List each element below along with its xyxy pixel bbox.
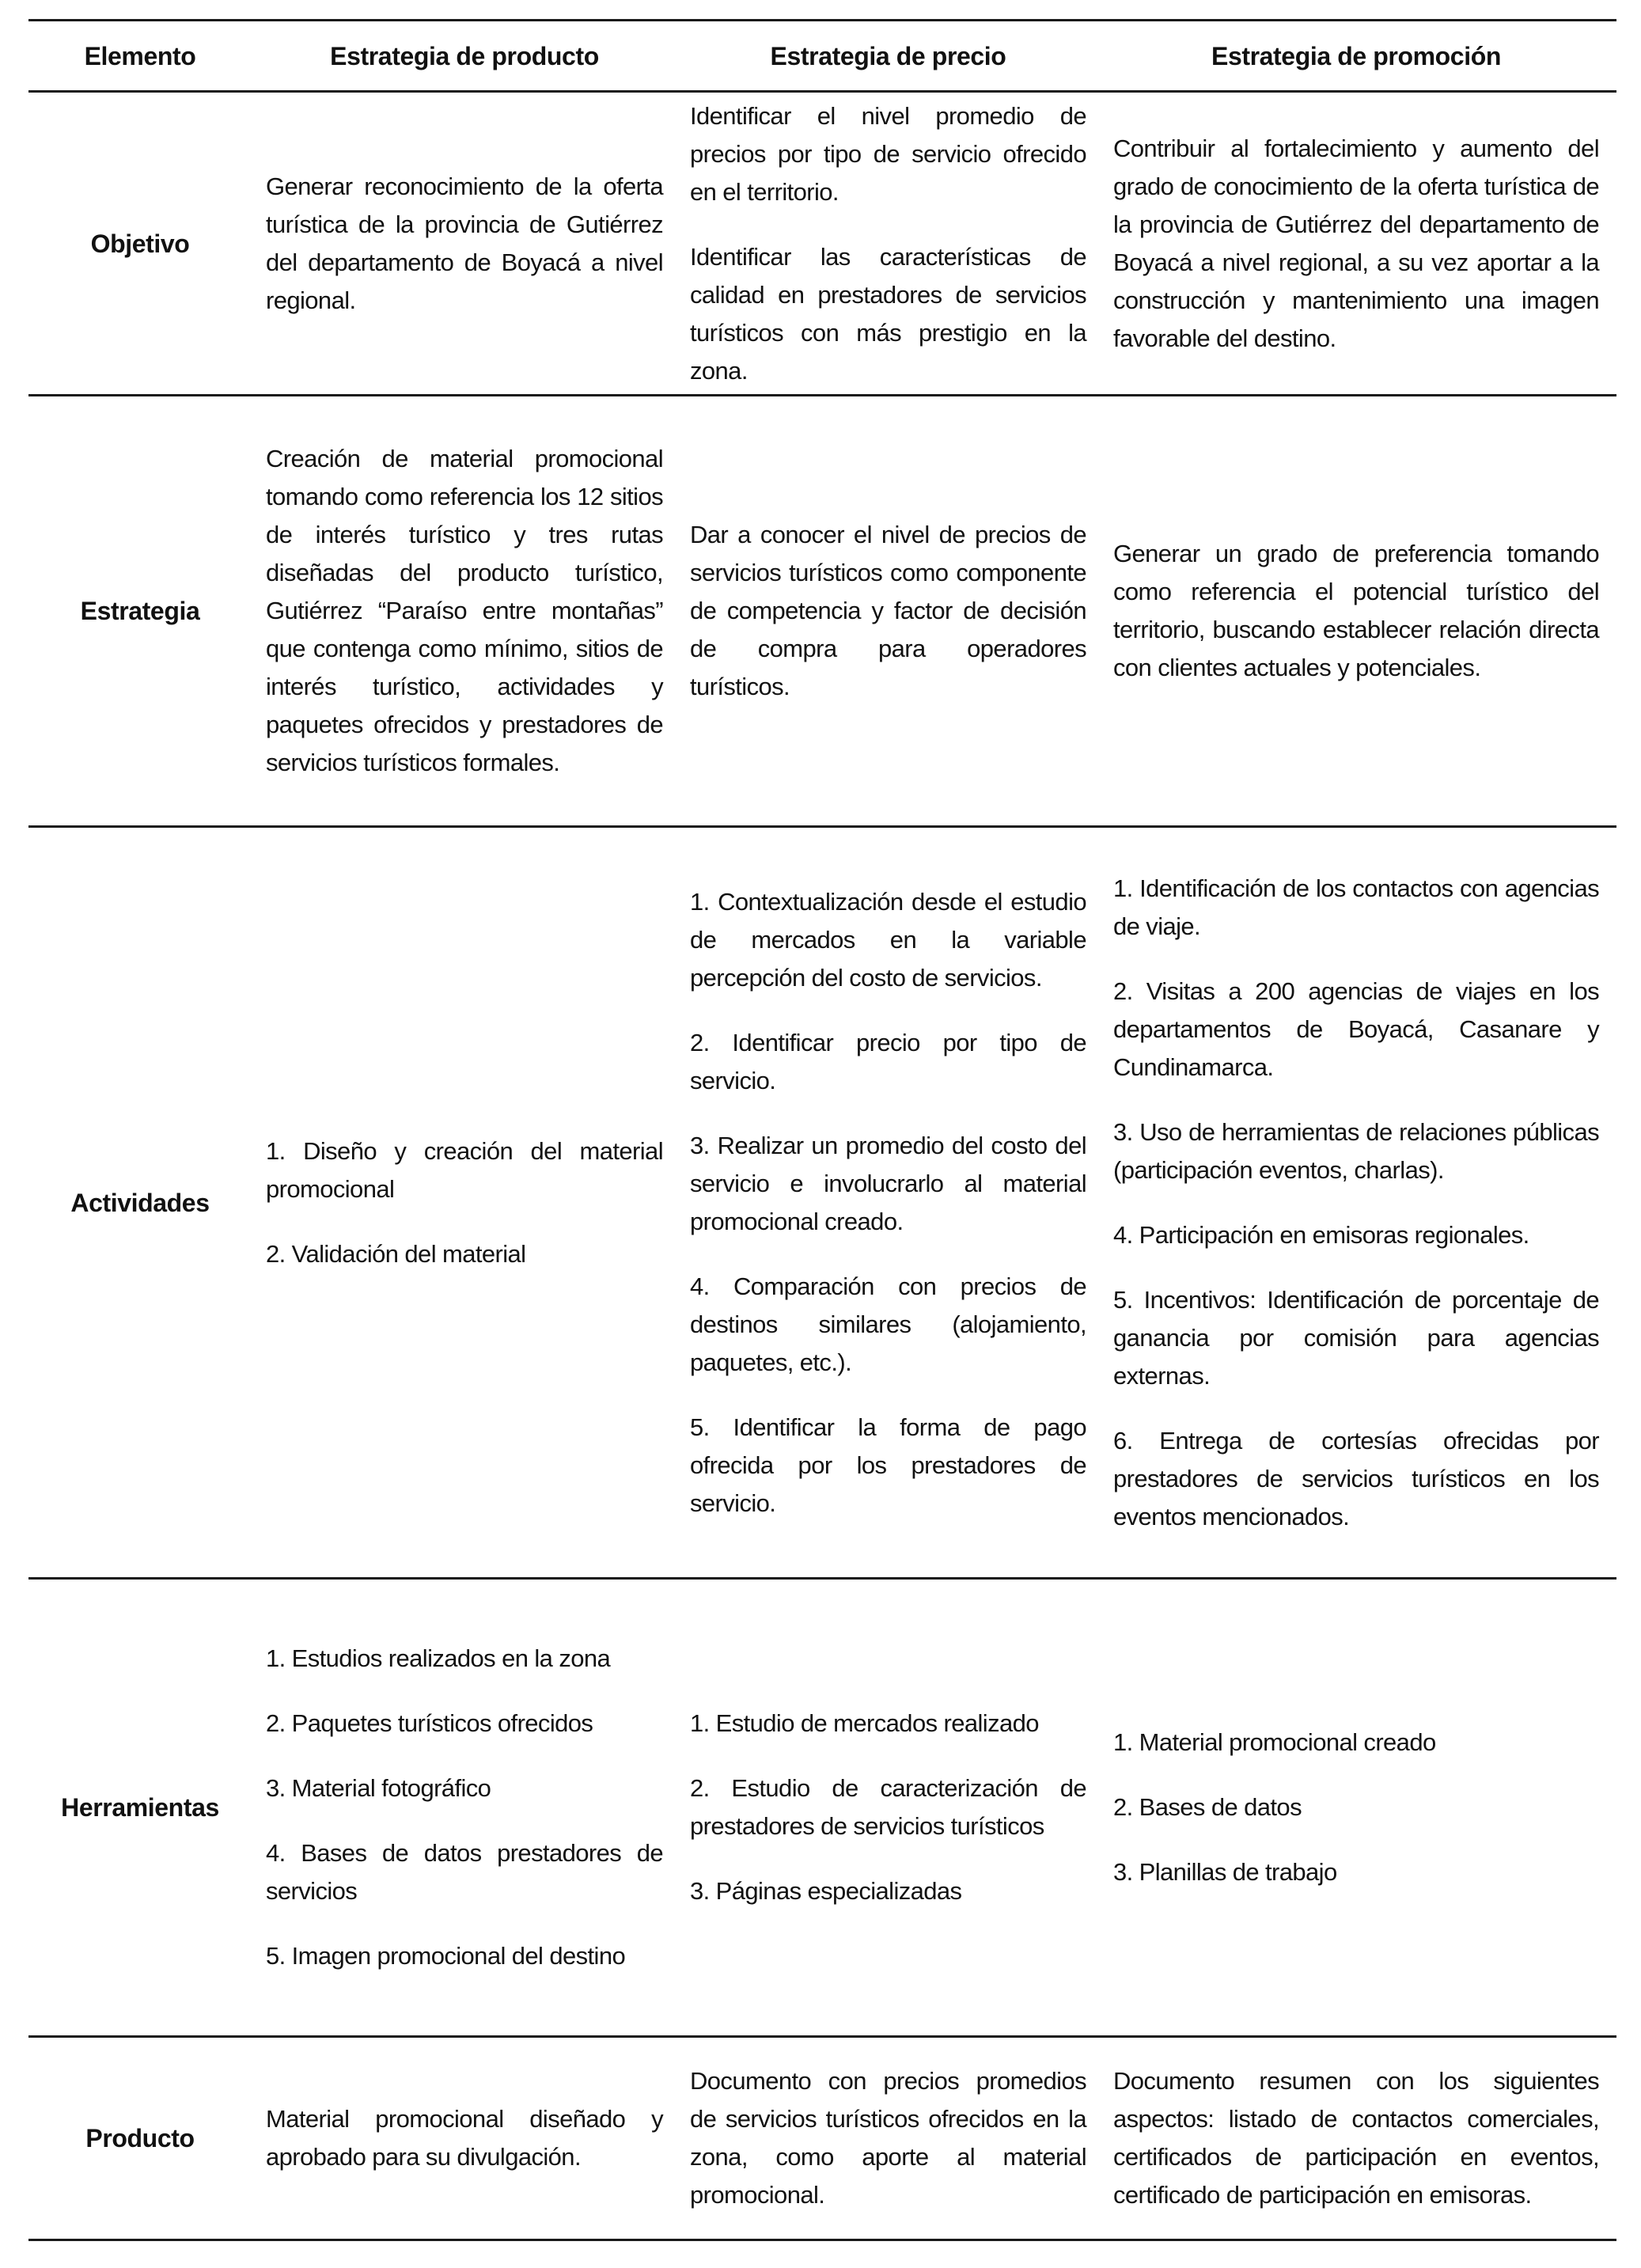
list-item: 2. Identificar precio por tipo de servicio. bbox=[690, 1028, 1086, 1094]
strategy-table bbox=[28, 19, 1616, 2241]
precio-cell bbox=[676, 1580, 1099, 2035]
producto-cell bbox=[252, 828, 676, 1577]
table-row-estrategia bbox=[28, 394, 1616, 825]
producto-cell bbox=[252, 93, 676, 394]
row-label: Actividades bbox=[70, 1188, 210, 1217]
row-label-cell bbox=[28, 828, 252, 1577]
row-label: Producto bbox=[85, 2124, 195, 2152]
table-row-actividades bbox=[28, 825, 1616, 1577]
cell-paragraph: Documento con precios promedios de servicios turísticos ofrecidos en la zona, como aporte al material promocional. bbox=[690, 2067, 1086, 2209]
list-item: 2. Paquetes turísticos ofrecidos bbox=[266, 1709, 593, 1737]
header-estrategia-precio: Estrategia de precio bbox=[770, 41, 1006, 70]
list-item: 3. Páginas especializadas bbox=[690, 1877, 962, 1905]
row-label-cell bbox=[28, 1580, 252, 2035]
producto-cell bbox=[252, 396, 676, 825]
list-item: 1. Diseño y creación del material promocional bbox=[266, 1136, 663, 1203]
precio-cell bbox=[676, 828, 1099, 1577]
list-item: 1. Estudios realizados en la zona bbox=[266, 1644, 611, 1672]
promocion-cell bbox=[1099, 828, 1616, 1577]
row-label: Objetivo bbox=[90, 229, 190, 258]
list-item: 2. Validación del material bbox=[266, 1239, 526, 1268]
list-item: 2. Bases de datos bbox=[1113, 1793, 1302, 1821]
row-label-cell bbox=[28, 396, 252, 825]
cell-paragraph: Dar a conocer el nivel de precios de servicios turísticos como componente de competencia y factor de decisión de compra para operadores turísticos. bbox=[690, 521, 1086, 700]
header-estrategia-producto: Estrategia de producto bbox=[330, 41, 599, 70]
table-row-herramientas bbox=[28, 1577, 1616, 2035]
table-header-row bbox=[28, 19, 1616, 90]
precio-cell bbox=[676, 396, 1099, 825]
precio-cell bbox=[676, 93, 1099, 394]
list-item: 1. Material promocional creado bbox=[1113, 1728, 1436, 1756]
producto-cell bbox=[252, 2038, 676, 2239]
list-item: 3. Material fotográfico bbox=[266, 1774, 491, 1802]
producto-cell bbox=[252, 1580, 676, 2035]
promocion-cell bbox=[1099, 93, 1616, 394]
cell-paragraph: Identificar las características de calidad en prestadores de servicios turísticos con más prestigio en la zona. bbox=[690, 242, 1086, 385]
cell-paragraph: Contribuir al fortalecimiento y aumento del grado de conocimiento de la oferta turística de la provincia de Gutiérrez del departamento de Boyacá a nivel regional, a su vez aportar a la construcción y mantenimiento una imagen favorable del destino. bbox=[1113, 134, 1599, 352]
cell-paragraph: Creación de material promocional tomando como referencia los 12 sitios de interés turístico y tres rutas diseñadas del producto turístico, Gutiérrez “Paraíso entre montañas” que contenga como mínimo, sitios de interés turístico, actividades y paquetes ofrecidos y prestadores de servicios turísticos formales. bbox=[266, 445, 663, 776]
list-item: 3. Realizar un promedio del costo del servicio e involucrarlo al material promocional creado. bbox=[690, 1131, 1086, 1235]
list-item: 1. Estudio de mercados realizado bbox=[690, 1709, 1039, 1737]
list-item: 5. Incentivos: Identificación de porcentaje de ganancia por comisión para agencias externas. bbox=[1113, 1285, 1599, 1390]
header-estrategia-promocion: Estrategia de promoción bbox=[1211, 41, 1501, 70]
cell-paragraph: Identificar el nivel promedio de precios por tipo de servicio ofrecido en el territorio. bbox=[690, 101, 1086, 206]
list-item: 4. Bases de datos prestadores de servicios bbox=[266, 1839, 663, 1905]
header-elemento: Elemento bbox=[84, 41, 196, 70]
table-row-objetivo bbox=[28, 90, 1616, 394]
cell-paragraph: Material promocional diseñado y aprobado para su divulgación. bbox=[266, 2105, 663, 2171]
cell-paragraph: Generar reconocimiento de la oferta turística de la provincia de Gutiérrez del departamento de Boyacá a nivel regional. bbox=[266, 172, 663, 314]
list-item: 2. Estudio de caracterización de prestadores de servicios turísticos bbox=[690, 1774, 1086, 1840]
list-item: 5. Imagen promocional del destino bbox=[266, 1942, 626, 1970]
promocion-cell bbox=[1099, 1580, 1616, 2035]
list-item: 6. Entrega de cortesías ofrecidas por prestadores de servicios turísticos en los eventos mencionados. bbox=[1113, 1426, 1599, 1530]
cell-paragraph: Documento resumen con los siguientes aspectos: listado de contactos comerciales, certificados de participación en eventos, certificado de participación en emisoras. bbox=[1113, 2067, 1599, 2209]
promocion-cell bbox=[1099, 396, 1616, 825]
row-label-cell bbox=[28, 2038, 252, 2239]
list-item: 4. Comparación con precios de destinos similares (alojamiento, paquetes, etc.). bbox=[690, 1272, 1086, 1376]
cell-paragraph: Generar un grado de preferencia tomando como referencia el potencial turístico del territorio, buscando establecer relación directa con clientes actuales y potenciales. bbox=[1113, 540, 1599, 681]
list-item: 4. Participación en emisoras regionales. bbox=[1113, 1220, 1529, 1249]
list-item: 5. Identificar la forma de pago ofrecida por los prestadores de servicio. bbox=[690, 1413, 1086, 1517]
row-label-cell bbox=[28, 93, 252, 394]
list-item: 3. Uso de herramientas de relaciones públicas (participación eventos, charlas). bbox=[1113, 1117, 1599, 1184]
row-label: Estrategia bbox=[80, 597, 200, 625]
table-row-producto bbox=[28, 2035, 1616, 2241]
list-item: 1. Identificación de los contactos con agencias de viaje. bbox=[1113, 874, 1599, 940]
precio-cell bbox=[676, 2038, 1099, 2239]
list-item: 2. Visitas a 200 agencias de viajes en los departamentos de Boyacá, Casanare y Cundinamarca. bbox=[1113, 977, 1599, 1081]
list-item: 3. Planillas de trabajo bbox=[1113, 1858, 1337, 1886]
list-item: 1. Contextualización desde el estudio de mercados en la variable percepción del costo de servicios. bbox=[690, 887, 1086, 992]
promocion-cell bbox=[1099, 2038, 1616, 2239]
row-label: Herramientas bbox=[61, 1793, 219, 1822]
